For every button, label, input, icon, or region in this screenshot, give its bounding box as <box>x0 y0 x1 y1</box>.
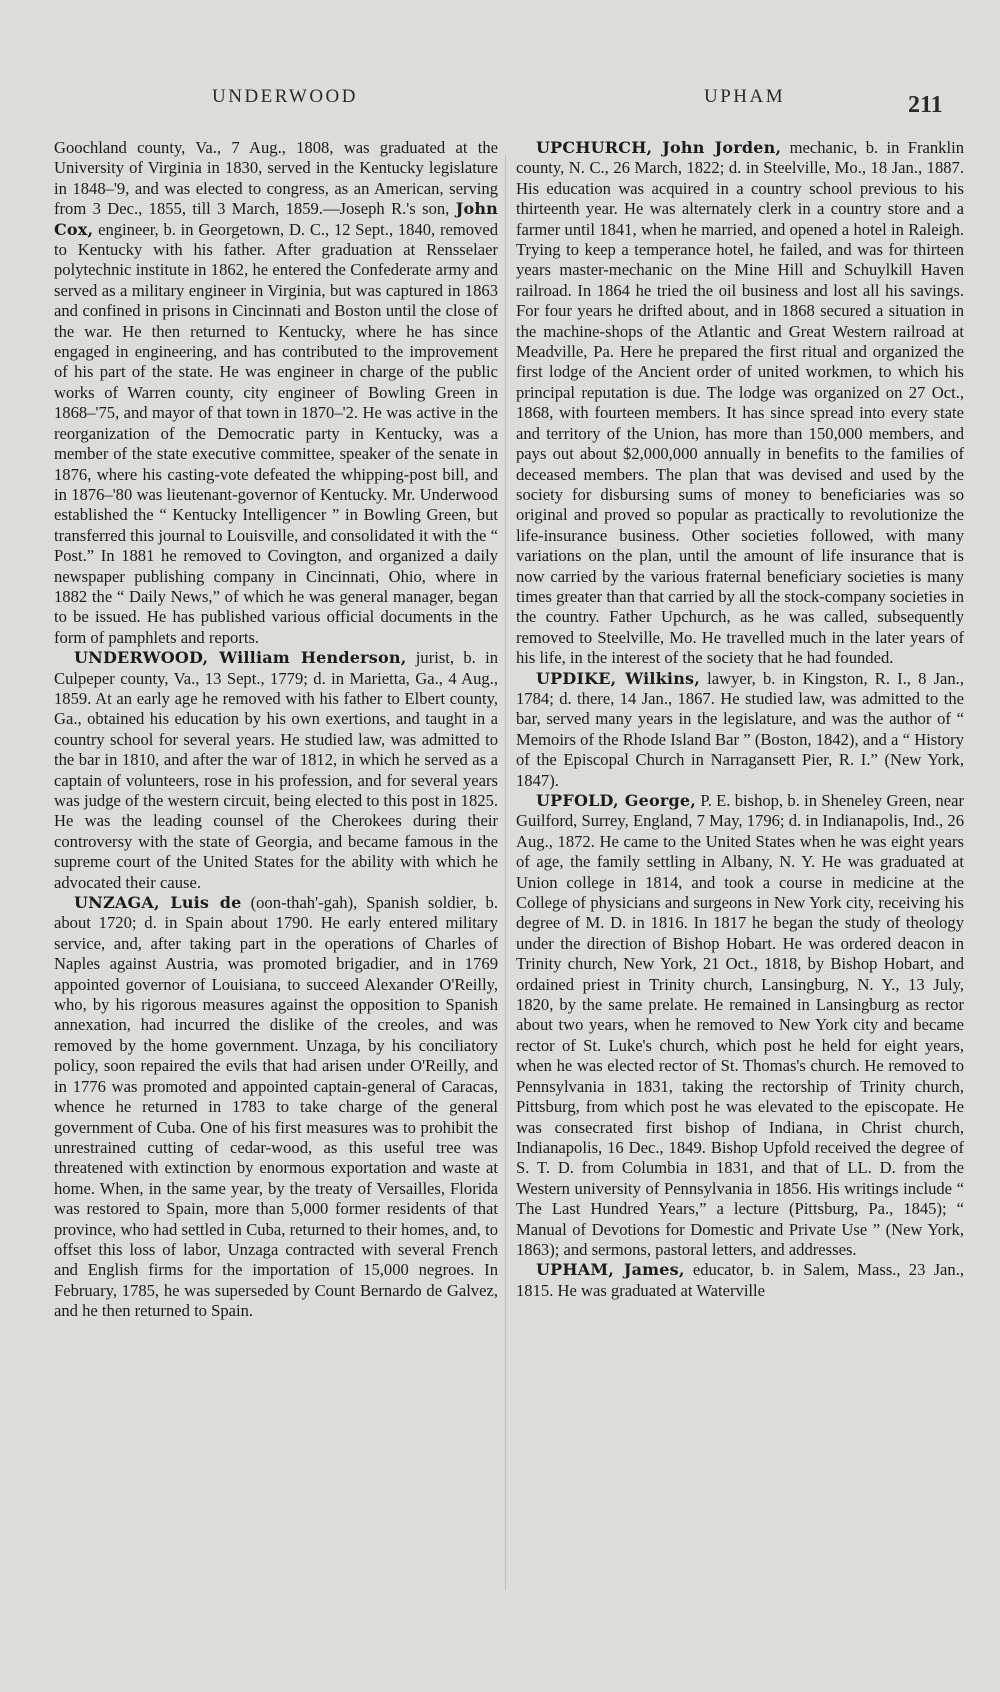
entry-headword: UPFOLD, George, <box>536 791 697 810</box>
right-column <box>516 138 964 1608</box>
entry-headword: UNDERWOOD, William Henderson, <box>74 648 407 668</box>
left-column <box>54 138 498 1608</box>
entry-headword: UPDIKE, Wilkins, <box>536 668 701 688</box>
running-head-left: UNDERWOOD <box>212 86 358 107</box>
page-number: 211 <box>908 92 943 118</box>
entry-text: jurist, b. in Culpeper county, Va., 13 Sept., 1779; d. in Marietta, Ga., 4 Aug., 1859. At an early age he removed with his father to Elbert county, Ga., obtained his education by his own exertions, and taught in a country school for several years. He studied law, was admitted to the bar in 1810, and after the war of 1812, in which he served as a captain of volunteers, rose in his profession, and for several years was judge of the western circuit, being elected to this post in 1825. He was the leading counsel of the Cherokees during their controversy with the state of Georgia, and became famous in the supreme court of the United States for the ability with which he advocated their cause. <box>54 648 498 892</box>
entry-text: engineer, b. in Georgetown, D. C., 12 Sept., 1840, removed to Kentucky with his father. After graduation at Rensselaer polytechnic institute in 1862, he entered the Confederate army and served as a military engineer in Virginia, but was captured in 1863 and confined in prisons in Cincinnati and Boston until the close of the war. He then returned to Kentucky, where he has since engaged in engineering, and has contributed to the improvement of his part of the state. He was engineer in charge of the public works of Warren county, city engineer of Bowling Green in 1868–'75, and mayor of that town in 1870–'2. He was active in the reorganization of the Democratic party in Kentucky, was a member of the state executive committee, speaker of the senate in 1876, where his casting-vote defeated the whipping-post bill, and in 1876–'80 was lieutenant-governor of Kentucky. Mr. Underwood established the “ Kentucky Intelligencer ” in Bowling Green, but transferred this journal to Louisville, and consolidated it with the “ Post.” In 1881 he removed to Covington, and organized a daily newspaper publishing company in Cincinnati, Ohio, where in 1882 the “ Daily News,” of which he was general manager, began to be issued. He has published various official documents in the form of pamphlets and reports. <box>54 219 498 647</box>
column-divider <box>505 155 506 1590</box>
entry-upham <box>516 1260 964 1301</box>
entry-unzaga <box>54 893 498 1322</box>
entry-underwood-william <box>54 648 498 893</box>
entry-text: Goochland county, Va., 7 Aug., 1808, was graduated at the University of Virginia in 1830, served in the Kentucky legislature in 1848–'9, and was elected to congress, as an American, serving from 3 Dec., 1855, till 3 March, 1859.—Joseph R.'s son, <box>54 138 498 219</box>
entry-text: lawyer, b. in Kingston, R. I., 8 Jan., 1784; d. there, 14 Jan., 1867. He studied law, was admitted to the bar, served many years in the legislature, and was the author of “ Memoirs of the Rhode Island Bar ” (Boston, 1842), and a “ History of the Episcopal Church in Narragansett Pier, R. I.” (New York, 1847). <box>516 668 964 790</box>
entry-text: P. E. bishop, b. in Sheneley Green, near Guilford, Surrey, England, 7 May, 1796; d. in Indianapolis, Ind., 26 Aug., 1872. He came to the United States when he was eight years of age, the family settling in Albany, N. Y. He was graduated at Union college in 1814, and took a course in medicine at the College of physicians and surgeons in New York city, receiving his degree of M. D. in 1816. In 1817 he began the study of theology under the direction of Bishop Hobart. He was ordered deacon in Trinity church, New York, 21 Oct., 1818, by Bishop Hobart, and ordained priest in Trinity church, Lansingburg, N. Y., 13 July, 1820, by the same prelate. He remained in Lansingburg as rector about two years, when he removed to New York city and became rector of St. Luke's church, which post he held for eight years, when he was elected rector of St. Thomas's church. He removed to Pennsylvania in 1831, taking the rectorship of Trinity church, Pittsburg, from which post he was elevated to the episcopate. He was consecrated first bishop of Indiana, in Christ church, Indianapolis, 16 Dec., 1849. Bishop Upfold received the degree of S. T. D. from Columbia in 1831, and that of LL. D. from the Western university of Pennsylvania in 1856. His writings include “ The Last Hundred Years,” a lecture (Pittsburg, Pa., 1845); “ Manual of Devotions for Domestic and Private Use ” (New York, 1863); and sermons, pastoral letters, and addresses. <box>516 791 964 1259</box>
entry-headword: John Cox, <box>54 199 498 239</box>
running-head-right: UPHAM <box>704 86 786 107</box>
entry-upfold <box>516 791 964 1260</box>
entry-headword: UPCHURCH, John Jorden, <box>536 138 782 157</box>
entry-upchurch <box>516 138 964 669</box>
entry-text: (oon-thah'-gah), Spanish soldier, b. about 1720; d. in Spain about 1790. He early entered military service, and, after taking part in the operations of Charles of Naples against Austria, was promoted brigadier, and in 1769 appointed governor of Louisiana, to succeed Alexander O'Reilly, who, by his rigorous measures against the opposition to Spanish annexation, had incurred the dislike of the creoles, and was removed by the home government. Unzaga, by his conciliatory policy, soon repaired the evils that had arisen under O'Reilly, and in 1776 was promoted and appointed captain-general of Caracas, whence he returned in 1783 to take charge of the general government of Cuba. One of his first measures was to prohibit the unrestrained cutting of cedar-wood, as this useful tree was threatened with extinction by enormous exportation and waste at home. When, in the same year, by the treaty of Versailles, Florida was restored to Spain, more than 5,000 former residents of that province, who had settled in Cuba, returned to their homes, and, to offset this loss of labor, Unzaga contracted with several French and English firms for the importation of 15,000 negroes. In February, 1785, he was superseded by Count Bernardo de Galvez, and he then returned to Spain. <box>54 893 498 1321</box>
entry-text: educator, b. in Salem, Mass., 23 Jan., 1815. He was graduated at Waterville <box>516 1260 964 1300</box>
entry-headword: UPHAM, James, <box>536 1260 685 1280</box>
entry-updike <box>516 669 964 791</box>
entry-text: mechanic, b. in Franklin county, N. C., 26 March, 1822; d. in Steelville, Mo., 18 Jan., 1887. His education was acquired in a country school previous to his thirteenth year. He was alternately clerk in a country store and a farmer until 1841, when he married, and opened a hotel in Raleigh. Trying to keep a temperance hotel, he failed, and was for thirteen years master-mechanic on the Mine Hill and Schuylkill Haven railroad. In 1864 he tried the oil business and lost all his savings. For four years he drifted about, and in 1868 secured a situation in the machine-shops of the Atlantic and Great Western railroad at Meadville, Pa. Here he prepared the first ritual and organized the first lodge of the Ancient order of united workmen, to which his principal reputation is due. The lodge was organized on 27 Oct., 1868, with fourteen members. It has since spread into every state and territory of the Union, has more than 150,000 members, and pays out about $2,000,000 annually in benefits to the families of deceased members. The plan that was devised and used by the society for disbursing sums of money to beneficiaries was so original and proved so popular as practically to revolutionize the life-insurance business. Other societies followed, with many variations on the plan, until the amount of life insurance that is now carried by the various fraternal beneficiary societies is many times greater than that carried by all the stock-company societies in the country. Father Upchurch, as he was called, subsequently removed to Steelville, Mo. He travelled much in the later years of his life, in the interest of the society that he had founded. <box>516 138 964 668</box>
entry-underwood-joseph-continued <box>54 138 498 648</box>
entry-headword: UNZAGA, Luis de <box>74 893 242 913</box>
